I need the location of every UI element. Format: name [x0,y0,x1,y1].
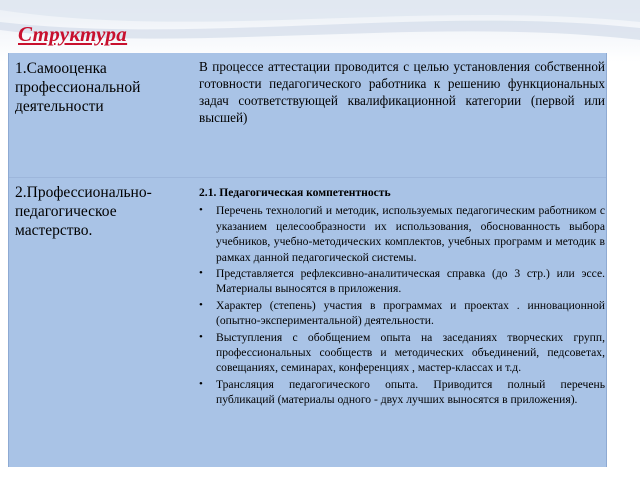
table-row [9,177,606,467]
bullet-icon: • [199,330,203,343]
list-item [199,266,605,297]
list-item-text: Выступления с обобщением опыта на заседаниях творческих групп, профессиональных сообществ и методических объединений, педсоветах, совещаниях, семинарах, конференциях , мастер-классах и т.д. [216,330,605,375]
list-item-text: Трансляция педагогического опыта. Приводится полный перечень публикаций (материалы одного - двух лучших выносятся в приложения). [216,377,605,407]
bullet-icon: • [199,267,203,280]
row-label: 1.Самооценка профессиональной деятельности [15,60,141,115]
list-item [199,330,605,376]
list-item-text: Характер (степень) участия в программах и проектах . инновационной (опытно-экспериментальной) деятельности. [216,298,605,328]
row-label: 2.Профессионально-педагогическое мастерство. [15,184,152,239]
content-table [8,53,607,467]
table-row [9,53,606,178]
bullet-icon: • [199,204,203,217]
list-item-text: Перечень технологий и методик, используемых педагогическим работником с указанием целесообразности их использования, обоснованность выбора учебников, учебно-методических комплектов, учебных программ и методик в рамках данной педагогической системы. [216,204,605,264]
bullet-icon: • [199,298,203,311]
list-item [199,203,605,265]
subsection-heading: 2.1. Педагогическая компетентность [199,186,391,199]
list-item [199,298,605,329]
bullet-icon: • [199,377,203,390]
row-description: В процессе аттестации проводится с целью установления собственной готовности педагогического работника к решению функциональных задач соответствующей квалификационной категории (первой или высшей) [199,59,605,125]
row-description [199,185,605,409]
list-item [199,377,605,408]
bullet-list [199,203,605,407]
slide-title: Структура [18,22,128,46]
list-item-text: Представляется рефлексивно-аналитическая справка (до 3 стр.) или эссе. Материалы выносятся в приложения. [216,267,605,296]
